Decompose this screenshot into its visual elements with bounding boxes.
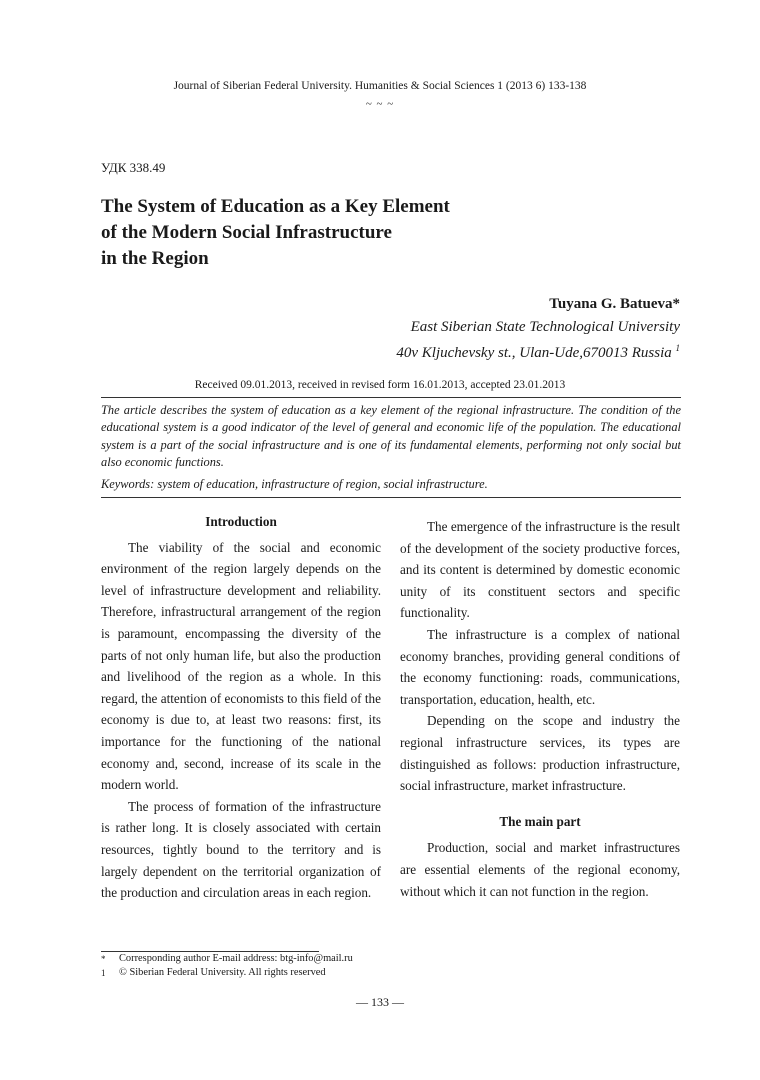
footnote (101, 966, 353, 980)
affiliation-footnote-mark: 1 (675, 343, 680, 353)
left-column (101, 511, 381, 904)
title-line: of the Modern Social Infrastructure (101, 222, 392, 243)
paragraph: Production, social and market infrastructures are essential elements of the regional economy, without which it can not function in the region. (400, 840, 680, 899)
paragraph: The process of formation of the infrastructure is rather long. It is closely associated with certain resources, tightly bound to the territory and is largely dependent on the territorial organization of the production and circulation areas in each region. (101, 798, 381, 901)
right-column (400, 516, 680, 902)
abstract: The article describes the system of education as a key element of the regional infrastructure. The condition of the educational system is a good indicator of the level of general and economic life of the population. The educational system is a part of the social infrastructure and is one of its fundamental elements, performing not only social but also economic functions. (101, 403, 681, 470)
paragraph: Depending on the scope and industry the regional infrastructure services, its types are distinguished as follows: production infrastructure, social infrastructure, market infrastructure. (400, 713, 680, 794)
abstract-top-rule (101, 397, 681, 398)
author-name: Tuyana G. Batueva* (549, 296, 680, 312)
page-number: — 133 — (356, 995, 404, 1009)
abstract-bottom-rule (101, 497, 681, 498)
affiliation-university: East Siberian State Technological University (410, 319, 680, 335)
section-heading-main-part: The main part (499, 813, 581, 829)
udk-code: УДК 338.49 (101, 160, 166, 175)
footnotes (101, 952, 353, 980)
author-affiliation (396, 317, 680, 364)
section-heading-introduction: Introduction (205, 514, 277, 529)
paragraph: The emergence of the infrastructure is the result of the development of the society productive forces, and its content is determined by domestic economic unity of its constituent sectors and specific functionality. (400, 519, 680, 621)
paragraph: The infrastructure is a complex of national economy branches, providing general conditions of the economy functioning: roads, communications, transportation, education, health, etc. (400, 626, 680, 707)
address-text: 40v Kljuchevsky st., Ulan-Ude,670013 Russia (396, 345, 672, 361)
keywords: Keywords: system of education, infrastructure of region, social infrastructure. (101, 477, 488, 491)
journal-header: Journal of Siberian Federal University. Humanities & Social Sciences 1 (2013 6) 133-138 (173, 80, 587, 92)
footnote-mark: 1 (101, 968, 106, 978)
affiliation-address (396, 338, 680, 364)
footnote-mark: * (101, 954, 106, 964)
footnote-text: © Siberian Federal University. All rights reserved (119, 967, 326, 978)
article-title (101, 194, 601, 272)
footnote (101, 952, 353, 966)
received-dates: Received 09.01.2013, received in revised form 16.01.2013, accepted 23.01.2013 (194, 379, 566, 391)
header-ornament: ~ ~ ~ (365, 98, 395, 110)
footnote-text: Corresponding author E-mail address: btg-info@mail.ru (119, 953, 353, 964)
paragraph: The viability of the social and economic environment of the region largely depends on the level of infrastructure development and reliability. Therefore, infrastructural arrangement of the region is paramount, encompassing the diversity of the parts of not only human life, but also the production and livelihood of the region as a whole. In this regard, the attention of economists to this field of the economy is due to, at least two reasons: first, its importance for the functioning of the national economy and, second, increase of its scale in the modern world. (101, 539, 381, 793)
title-line: The System of Education as a Key Element (101, 196, 450, 217)
title-line: in the Region (101, 248, 209, 269)
